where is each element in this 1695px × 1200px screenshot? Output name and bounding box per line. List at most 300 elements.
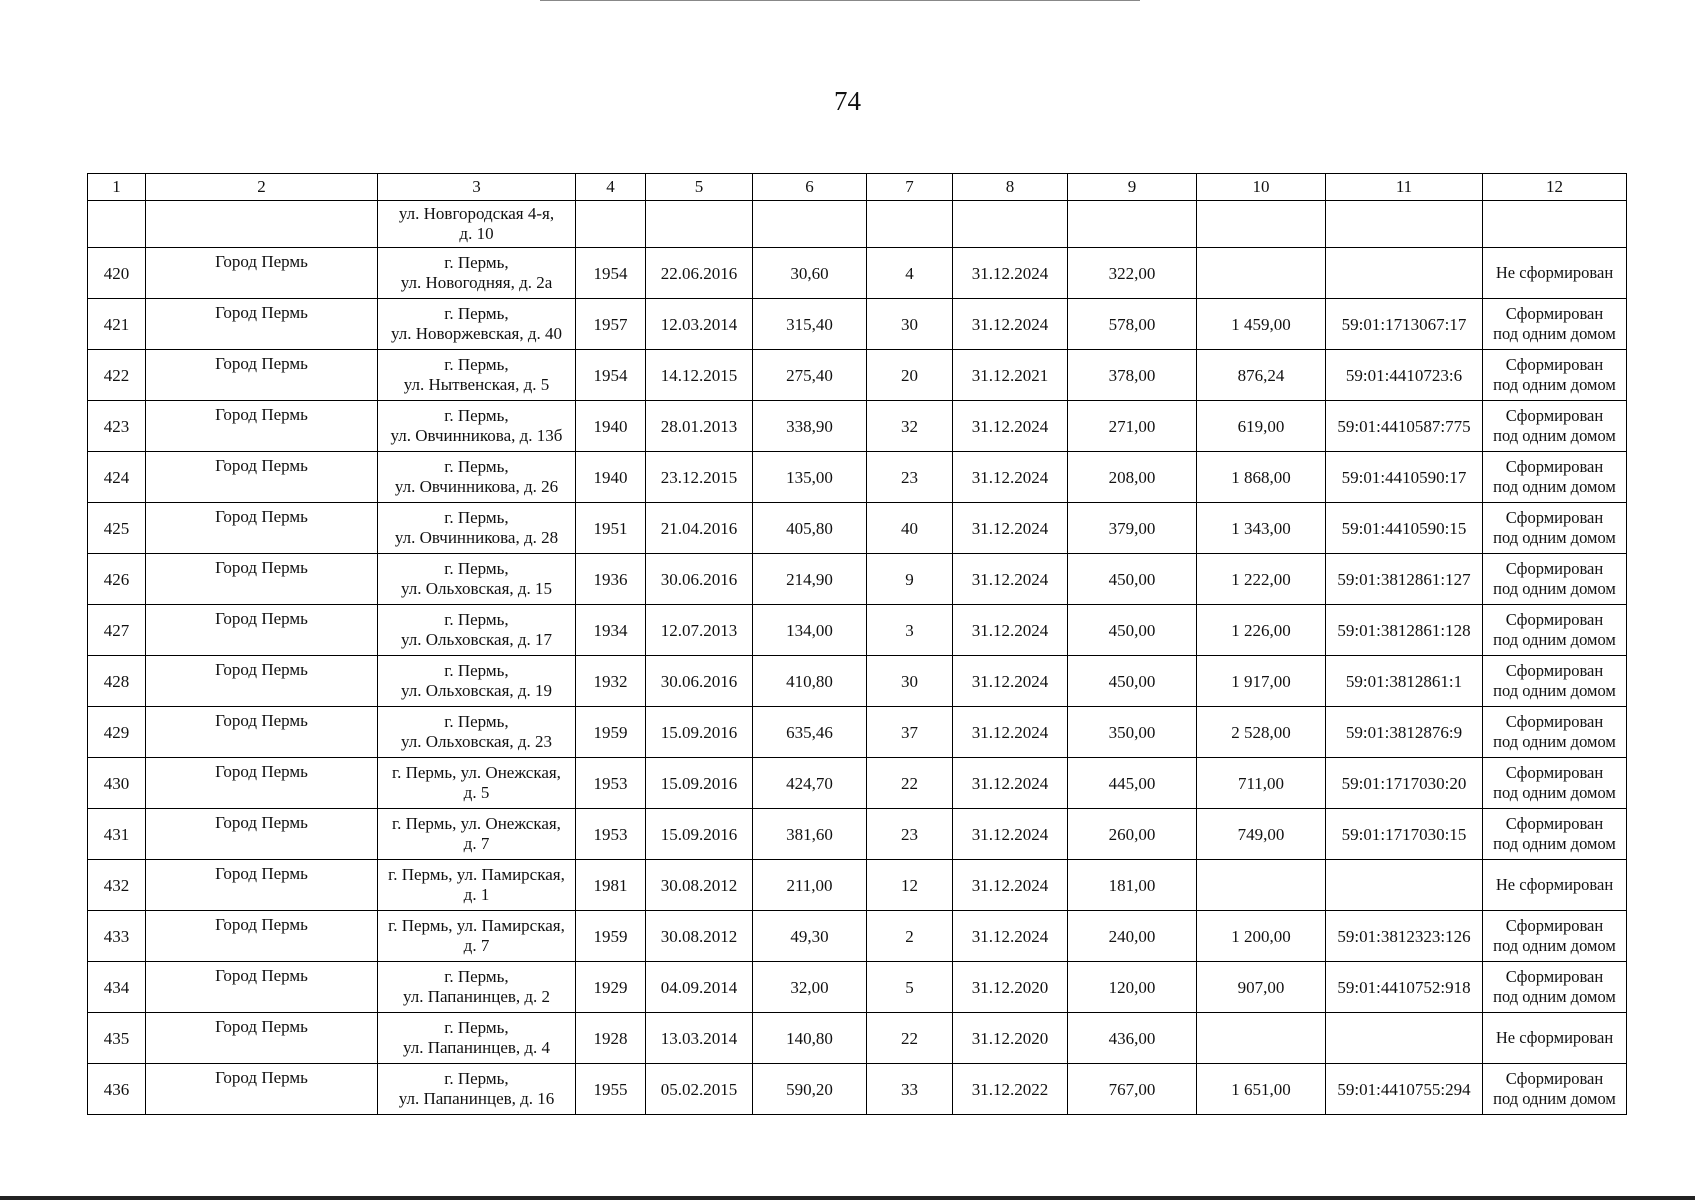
cell-deadline: 31.12.2024 [953,860,1068,911]
cell-year: 1957 [576,299,646,350]
status-line: под одним домом [1493,477,1616,496]
address-line: д. 10 [459,224,494,243]
cell-area: 410,80 [753,656,867,707]
cell-status [1483,809,1627,860]
cell-deadline: 31.12.2024 [953,452,1068,503]
address-line: ул. Овчинникова, д. 26 [394,477,559,496]
status-line: Не сформирован [1495,263,1614,282]
cell-address [378,860,576,911]
cell-land-area: 1 868,00 [1197,452,1326,503]
cell-date: 21.04.2016 [646,503,753,554]
status-line: Сформирован [1505,916,1604,935]
cell-cadastral: 59:01:1713067:17 [1326,299,1483,350]
address-line: ул. Папанинцев, д. 4 [402,1038,551,1057]
cell-cadastral: 59:01:4410590:17 [1326,452,1483,503]
cell-number: 423 [88,401,146,452]
cell-year [576,201,646,248]
cell-date: 13.03.2014 [646,1013,753,1064]
cell-land-area: 907,00 [1197,962,1326,1013]
cell-year: 1954 [576,350,646,401]
cell-municipality: Город Пермь [146,248,378,299]
cell-status [1483,860,1627,911]
cell-residents: 33 [867,1064,953,1115]
cell-status [1483,201,1627,248]
cell-size: 260,00 [1068,809,1197,860]
cell-deadline: 31.12.2024 [953,248,1068,299]
address-line: г. Пермь, [444,253,509,272]
status-line: Сформирован [1505,457,1604,476]
table-row [88,503,1627,554]
cell-land-area: 1 200,00 [1197,911,1326,962]
cell-residents: 22 [867,758,953,809]
cell-area: 32,00 [753,962,867,1013]
address-line: г. Пермь, [444,508,509,527]
cell-cadastral: 59:01:3812861:128 [1326,605,1483,656]
cell-year: 1929 [576,962,646,1013]
cell-municipality: Город Пермь [146,350,378,401]
status-line: Не сформирован [1495,875,1614,894]
address-line: ул. Нытвенская, д. 5 [403,375,550,394]
address-line: г. Пермь, ул. Онежская, [392,814,561,833]
cell-number: 430 [88,758,146,809]
cell-number: 434 [88,962,146,1013]
cell-size: 350,00 [1068,707,1197,758]
table-row [88,860,1627,911]
cell-deadline: 31.12.2024 [953,809,1068,860]
cell-land-area: 2 528,00 [1197,707,1326,758]
cell-deadline: 31.12.2024 [953,503,1068,554]
cell-address [378,1013,576,1064]
cell-year: 1981 [576,860,646,911]
cell-municipality: Город Пермь [146,758,378,809]
cell-deadline: 31.12.2024 [953,758,1068,809]
status-line: Сформирован [1505,712,1604,731]
column-header: 8 [953,174,1068,201]
cell-land-area: 711,00 [1197,758,1326,809]
table-row [88,350,1627,401]
cell-status [1483,1064,1627,1115]
scan-top-rule [540,0,1140,1]
cell-size: 208,00 [1068,452,1197,503]
cell-date: 14.12.2015 [646,350,753,401]
status-line: Не сформирован [1495,1028,1614,1047]
address-line: д. 1 [463,885,490,904]
cell-land-area [1197,1013,1326,1064]
cell-address [378,656,576,707]
address-line: г. Пермь, ул. Памирская, [388,865,565,884]
cell-number: 436 [88,1064,146,1115]
cell-area: 135,00 [753,452,867,503]
table-row [88,707,1627,758]
cell-address [378,503,576,554]
status-line: под одним домом [1493,579,1616,598]
cell-status [1483,452,1627,503]
cell-number: 433 [88,911,146,962]
cell-address [378,911,576,962]
address-line: ул. Новоржевская, д. 40 [391,324,562,343]
scan-bottom-bar [0,1196,1695,1200]
cell-size: 322,00 [1068,248,1197,299]
cell-municipality: Город Пермь [146,299,378,350]
status-line: под одним домом [1493,324,1616,343]
table-row [88,1064,1627,1115]
cell-date: 12.07.2013 [646,605,753,656]
cell-number: 425 [88,503,146,554]
address-line: г. Пермь, [444,355,509,374]
cell-status [1483,707,1627,758]
cell-address [378,707,576,758]
cell-status [1483,656,1627,707]
cell-cadastral: 59:01:1717030:15 [1326,809,1483,860]
cell-status [1483,248,1627,299]
cell-cadastral: 59:01:3812861:1 [1326,656,1483,707]
cell-municipality: Город Пермь [146,656,378,707]
address-line: ул. Овчинникова, д. 28 [394,528,559,547]
cell-year: 1954 [576,248,646,299]
cell-residents: 37 [867,707,953,758]
table-row [88,554,1627,605]
status-line: под одним домом [1493,375,1616,394]
cell-cadastral: 59:01:3812876:9 [1326,707,1483,758]
cell-size: 378,00 [1068,350,1197,401]
cell-date: 23.12.2015 [646,452,753,503]
cell-date: 15.09.2016 [646,707,753,758]
cell-cadastral: 59:01:3812323:126 [1326,911,1483,962]
cell-date: 30.08.2012 [646,860,753,911]
cell-area: 635,46 [753,707,867,758]
cell-date: 12.03.2014 [646,299,753,350]
cell-land-area [1197,201,1326,248]
cell-number: 421 [88,299,146,350]
table-row [88,248,1627,299]
cell-address [378,401,576,452]
cell-number: 428 [88,656,146,707]
column-header: 5 [646,174,753,201]
cell-address [378,554,576,605]
address-line: ул. Ольховская, д. 19 [400,681,553,700]
cell-municipality [146,201,378,248]
status-line: под одним домом [1493,681,1616,700]
cell-residents: 32 [867,401,953,452]
address-line: г. Пермь, [444,661,509,680]
cell-municipality: Город Пермь [146,809,378,860]
cell-year: 1940 [576,452,646,503]
cell-address [378,758,576,809]
address-line: г. Пермь, [444,457,509,476]
cell-size: 578,00 [1068,299,1197,350]
cell-cadastral: 59:01:4410723:6 [1326,350,1483,401]
cell-land-area [1197,860,1326,911]
cell-number [88,201,146,248]
column-number-row [88,174,1627,201]
cell-cadastral [1326,860,1483,911]
cell-residents [867,201,953,248]
cell-land-area: 1 459,00 [1197,299,1326,350]
cell-area: 214,90 [753,554,867,605]
cell-land-area: 749,00 [1197,809,1326,860]
address-line: д. 7 [463,936,490,955]
address-line: ул. Папанинцев, д. 2 [402,987,551,1006]
table-row [88,758,1627,809]
cell-cadastral: 59:01:4410587:775 [1326,401,1483,452]
address-line: г. Пермь, [444,559,509,578]
cell-residents: 5 [867,962,953,1013]
address-line: ул. Новогодняя, д. 2а [400,273,553,292]
cell-address [378,248,576,299]
address-line: г. Пермь, [444,712,509,731]
cell-residents: 4 [867,248,953,299]
status-line: Сформирован [1505,967,1604,986]
cell-municipality: Город Пермь [146,1013,378,1064]
cell-municipality: Город Пермь [146,1064,378,1115]
cell-municipality: Город Пермь [146,860,378,911]
cell-size: 450,00 [1068,554,1197,605]
address-line: г. Пермь, [444,967,509,986]
status-line: Сформирован [1505,814,1604,833]
column-header: 1 [88,174,146,201]
table-row [88,452,1627,503]
status-line: под одним домом [1493,426,1616,445]
cell-number: 435 [88,1013,146,1064]
cell-municipality: Город Пермь [146,401,378,452]
cell-number: 424 [88,452,146,503]
cell-year: 1934 [576,605,646,656]
cell-address [378,1064,576,1115]
status-line: Сформирован [1505,559,1604,578]
cell-deadline: 31.12.2024 [953,605,1068,656]
cell-land-area: 876,24 [1197,350,1326,401]
address-line: д. 7 [463,834,490,853]
cell-size: 436,00 [1068,1013,1197,1064]
status-line: Сформирован [1505,1069,1604,1088]
cell-area: 211,00 [753,860,867,911]
cell-status [1483,962,1627,1013]
cell-deadline: 31.12.2020 [953,962,1068,1013]
cell-year: 1953 [576,758,646,809]
cell-address [378,605,576,656]
status-line: Сформирован [1505,763,1604,782]
cell-municipality: Город Пермь [146,605,378,656]
cell-cadastral: 59:01:4410755:294 [1326,1064,1483,1115]
cell-cadastral [1326,201,1483,248]
cell-status [1483,1013,1627,1064]
status-line: под одним домом [1493,783,1616,802]
cell-area: 338,90 [753,401,867,452]
cell-land-area: 1 222,00 [1197,554,1326,605]
cell-residents: 3 [867,605,953,656]
cell-status [1483,554,1627,605]
column-header: 9 [1068,174,1197,201]
cell-area: 381,60 [753,809,867,860]
cell-size: 120,00 [1068,962,1197,1013]
cell-year: 1928 [576,1013,646,1064]
cell-status [1483,503,1627,554]
cell-year: 1932 [576,656,646,707]
status-line: под одним домом [1493,987,1616,1006]
cell-deadline: 31.12.2024 [953,554,1068,605]
cell-land-area: 619,00 [1197,401,1326,452]
cell-year: 1955 [576,1064,646,1115]
cell-date: 22.06.2016 [646,248,753,299]
address-line: ул. Ольховская, д. 23 [400,732,553,751]
status-line: Сформирован [1505,661,1604,680]
status-line: Сформирован [1505,304,1604,323]
status-line: Сформирован [1505,610,1604,629]
table-row [88,605,1627,656]
cell-area [753,201,867,248]
cell-date: 05.02.2015 [646,1064,753,1115]
cell-deadline [953,201,1068,248]
column-header: 7 [867,174,953,201]
address-line: ул. Овчинникова, д. 13б [390,426,563,445]
cell-area: 134,00 [753,605,867,656]
cell-residents: 30 [867,656,953,707]
cell-size: 450,00 [1068,605,1197,656]
status-line: под одним домом [1493,528,1616,547]
status-line: Сформирован [1505,508,1604,527]
table-row [88,1013,1627,1064]
cell-address [378,809,576,860]
table-row [88,809,1627,860]
status-line: под одним домом [1493,834,1616,853]
page-number: 74 [834,86,861,116]
address-line: г. Пермь, [444,610,509,629]
cell-cadastral: 59:01:4410590:15 [1326,503,1483,554]
cell-deadline: 31.12.2021 [953,350,1068,401]
address-line: г. Пермь, ул. Памирская, [388,916,565,935]
status-line: под одним домом [1493,936,1616,955]
cell-number: 429 [88,707,146,758]
cell-size: 271,00 [1068,401,1197,452]
status-line: под одним домом [1493,732,1616,751]
address-line: ул. Ольховская, д. 15 [400,579,553,598]
cell-year: 1940 [576,401,646,452]
cell-number: 431 [88,809,146,860]
cell-date: 30.06.2016 [646,656,753,707]
cell-status [1483,350,1627,401]
cell-size: 240,00 [1068,911,1197,962]
address-line: ул. Папанинцев, д. 16 [398,1089,555,1108]
address-line: г. Пермь, [444,406,509,425]
address-line: ул. Ольховская, д. 17 [400,630,553,649]
cell-residents: 40 [867,503,953,554]
cell-date: 15.09.2016 [646,809,753,860]
address-line: д. 5 [463,783,490,802]
cell-year: 1953 [576,809,646,860]
status-line: под одним домом [1493,1089,1616,1108]
cell-number: 420 [88,248,146,299]
cell-address [378,201,576,248]
cell-cadastral [1326,248,1483,299]
status-line: под одним домом [1493,630,1616,649]
cell-municipality: Город Пермь [146,707,378,758]
cell-cadastral: 59:01:1717030:20 [1326,758,1483,809]
cell-area: 315,40 [753,299,867,350]
cell-area: 275,40 [753,350,867,401]
cell-date: 04.09.2014 [646,962,753,1013]
cell-year: 1959 [576,707,646,758]
table-body [88,174,1627,1115]
cell-number: 426 [88,554,146,605]
cell-deadline: 31.12.2024 [953,401,1068,452]
address-line: г. Пермь, ул. Онежская, [392,763,561,782]
cell-date [646,201,753,248]
column-header: 2 [146,174,378,201]
cell-deadline: 31.12.2024 [953,299,1068,350]
cell-status [1483,299,1627,350]
address-line: ул. Новгородская 4-я, [398,204,555,223]
cell-land-area: 1 226,00 [1197,605,1326,656]
cell-deadline: 31.12.2020 [953,1013,1068,1064]
cell-size: 445,00 [1068,758,1197,809]
cell-address [378,452,576,503]
cell-address [378,350,576,401]
cell-number: 422 [88,350,146,401]
cell-date: 30.08.2012 [646,911,753,962]
cell-residents: 23 [867,452,953,503]
table-row [88,299,1627,350]
cell-area: 140,80 [753,1013,867,1064]
cell-deadline: 31.12.2022 [953,1064,1068,1115]
cell-cadastral [1326,1013,1483,1064]
cell-area: 424,70 [753,758,867,809]
housing-registry-table [87,173,1627,1115]
cell-status [1483,758,1627,809]
table-row [88,656,1627,707]
cell-land-area: 1 651,00 [1197,1064,1326,1115]
cell-status [1483,911,1627,962]
cell-residents: 22 [867,1013,953,1064]
column-header: 10 [1197,174,1326,201]
table-row [88,962,1627,1013]
cell-residents: 12 [867,860,953,911]
cell-status [1483,401,1627,452]
column-header: 3 [378,174,576,201]
table-row [88,911,1627,962]
cell-year: 1959 [576,911,646,962]
address-line: г. Пермь, [444,304,509,323]
cell-residents: 30 [867,299,953,350]
cell-size [1068,201,1197,248]
cell-date: 30.06.2016 [646,554,753,605]
cell-land-area [1197,248,1326,299]
cell-year: 1936 [576,554,646,605]
cell-residents: 2 [867,911,953,962]
cell-size: 450,00 [1068,656,1197,707]
cell-land-area: 1 917,00 [1197,656,1326,707]
cell-cadastral: 59:01:3812861:127 [1326,554,1483,605]
address-line: г. Пермь, [444,1018,509,1037]
cell-year: 1951 [576,503,646,554]
cell-address [378,962,576,1013]
cell-number: 427 [88,605,146,656]
cell-deadline: 31.12.2024 [953,911,1068,962]
table-row [88,401,1627,452]
cell-municipality: Город Пермь [146,962,378,1013]
cell-residents: 9 [867,554,953,605]
cell-date: 28.01.2013 [646,401,753,452]
cell-size: 767,00 [1068,1064,1197,1115]
cell-municipality: Город Пермь [146,911,378,962]
cell-size: 181,00 [1068,860,1197,911]
continuation-row [88,201,1627,248]
status-line: Сформирован [1505,406,1604,425]
column-header: 11 [1326,174,1483,201]
cell-date: 15.09.2016 [646,758,753,809]
cell-cadastral: 59:01:4410752:918 [1326,962,1483,1013]
cell-number: 432 [88,860,146,911]
cell-area: 590,20 [753,1064,867,1115]
